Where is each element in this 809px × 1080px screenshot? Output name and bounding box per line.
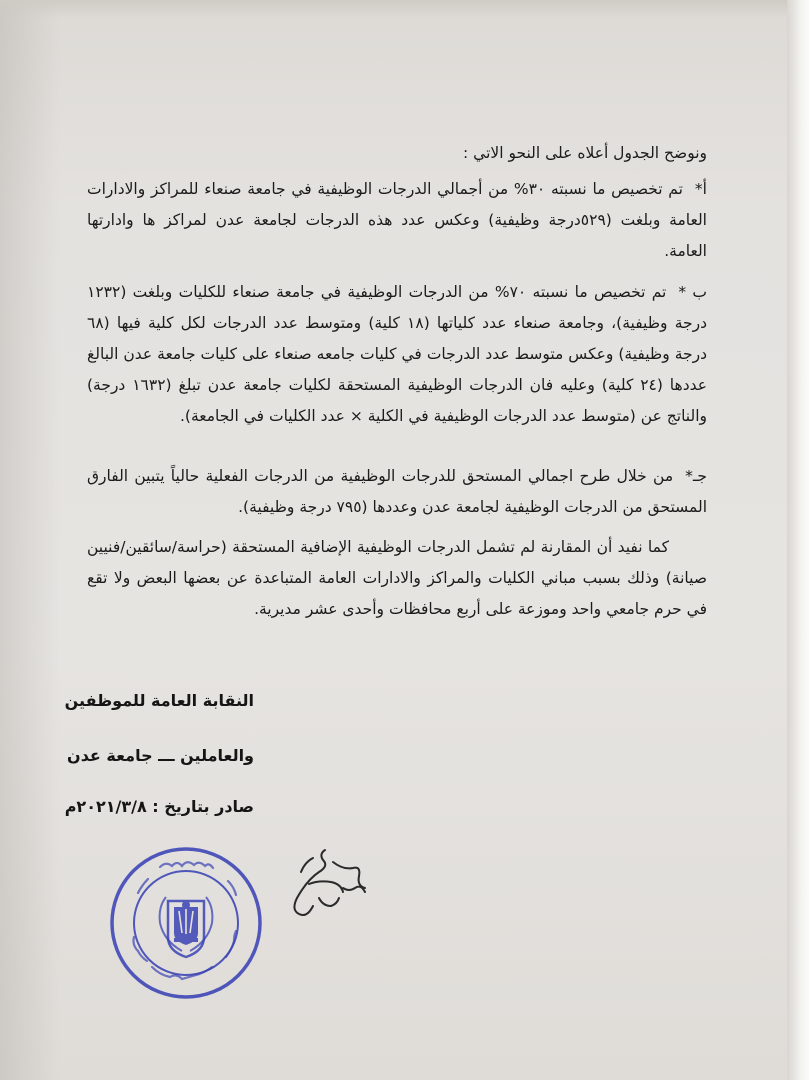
paragraph-a <box>87 174 707 267</box>
issue-date: صادر بتاريخ : ٢٠٢١/٣/٨م <box>64 797 254 816</box>
paragraph-c <box>87 461 707 523</box>
handwritten-signature <box>285 842 375 922</box>
paragraph-marker: جـ* <box>685 467 707 485</box>
paragraph-text: كما نفيد أن المقارنة لم تشمل الدرجات الوظيفية الإضافية المستحقة (حراسة/سائقين/فنيين صيانة) وذلك بسبب مباني الكليات والمراكز والادارات العامة المتباعدة عن بعضها البعض ولا تقع في حرم جامعي واحد وموزعة على أربع محافظات وأحدى عشر مديرية. <box>87 538 707 618</box>
paragraph-text: تم تخصيص ما نسبته ٧٠% من الدرجات الوظيفية في جامعة صنعاء للكليات وبلغت (١٢٣٢ درجة وظيفية)، وجامعة صنعاء عدد كلياتها (١٨ كلية) ومتوسط عدد الدرجات لكل كلية فيها (٦٨ درجة وظيفية) وعكس متوسط عدد الدرجات في كليات جامعه صنعاء على كليات جامعة عدن البالغ عددها (٢٤ كلية) وعليه فان الدرجات الوظيفية المستحقة لكليات جامعة عدن تبلغ (١٦٣٢ درجة) والناتج عن (متوسط عدد الدرجات الوظيفية في الكلية × عدد الكليات في الجامعة). <box>87 283 707 425</box>
intro-line: ونوضح الجدول أعلاه على النحو الاتي : <box>463 144 707 162</box>
union-name-line: النقابة العامة للموظفين <box>64 691 254 710</box>
paragraph-marker: ب * <box>678 283 707 301</box>
paragraph-marker: أ* <box>694 180 707 198</box>
official-stamp <box>108 845 264 1001</box>
union-name-line-2: والعاملين ـــ جامعة عدن <box>67 746 254 765</box>
page-top-edge <box>0 0 809 18</box>
page-right-edge <box>787 0 809 1080</box>
paragraph-text: تم تخصيص ما نسبته ٣٠% من أجمالي الدرجات الوظيفية في جامعة صنعاء للمراكز والادارات العامة وبلغت (٥٢٩درجة وظيفية) وعكس عدد هذه الدرجات لجامعة عدن لمراكز ها وادارتها العامة. <box>87 180 707 260</box>
paragraph-text: من خلال طرح اجمالي المستحق للدرجات الوظيفية من الدرجات الفعلية حالياً يتبين الفارق المستحق من الدرجات الوظيفية لجامعة عدن وعددها (٧٩٥ درجة وظيفية). <box>87 467 707 516</box>
page-shadow <box>0 0 60 1080</box>
paragraph-note <box>87 532 707 625</box>
paragraph-b <box>87 277 707 432</box>
